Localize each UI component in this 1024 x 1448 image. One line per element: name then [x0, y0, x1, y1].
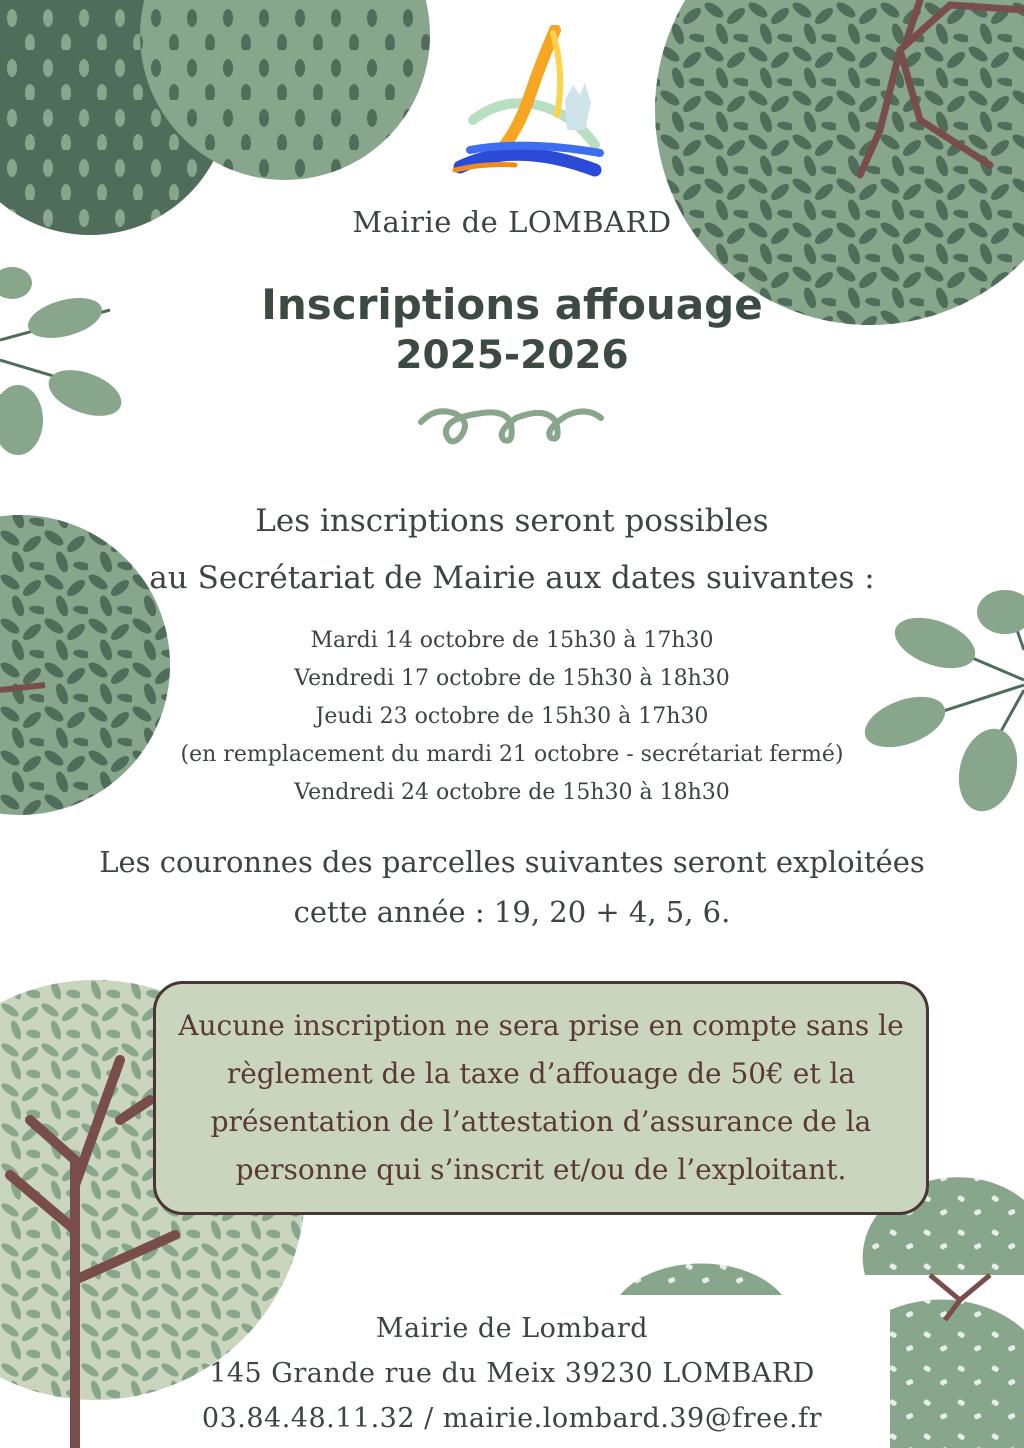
warning-line: Aucune inscription ne sera prise en compte sans le	[178, 1009, 904, 1042]
mairie-logo	[445, 25, 610, 185]
organization-name: Mairie de LOMBARD	[352, 205, 672, 239]
intro-line-1: Les inscriptions seront possibles	[255, 503, 769, 539]
footer-name: Mairie de Lombard	[375, 1313, 649, 1344]
warning-line: présentation de l’attestation d’assurance de la	[210, 1105, 872, 1138]
date-item: Vendredi 17 octobre de 15h30 à 18h30	[294, 666, 730, 691]
page-title-year: 2025-2026	[395, 333, 629, 378]
date-item: Vendredi 24 octobre de 15h30 à 18h30	[294, 780, 730, 805]
footer-contact	[0, 1306, 1024, 1441]
date-item: Jeudi 23 octobre de 15h30 à 17h30	[315, 704, 709, 729]
warning-text	[178, 1002, 903, 1194]
parcels-line-2: cette année : 19, 20 + 4, 5, 6.	[293, 895, 731, 929]
warning-line: personne qui s’inscrit et/ou de l’exploitant.	[235, 1153, 847, 1186]
intro-line-2: au Secrétariat de Mairie aux dates suivantes :	[149, 560, 875, 596]
date-item: Mardi 14 octobre de 15h30 à 17h30	[310, 628, 714, 653]
swirl-divider-icon	[416, 404, 606, 450]
warning-box	[153, 981, 929, 1215]
warning-line: règlement de la taxe d’affouage de 50€ et la	[226, 1057, 856, 1090]
parcels-line-1: Les couronnes des parcelles suivantes seront exploitées	[99, 845, 925, 879]
footer-phone-email: 03.84.48.11.32 / mairie.lombard.39@free.fr	[201, 1403, 823, 1434]
footer-address: 145 Grande rue du Meix 39230 LOMBARD	[209, 1358, 815, 1389]
date-note: (en remplacement du mardi 21 octobre - secrétariat fermé)	[180, 742, 844, 767]
dates-list	[0, 622, 1024, 812]
page-title: Inscriptions affouage	[261, 280, 763, 329]
